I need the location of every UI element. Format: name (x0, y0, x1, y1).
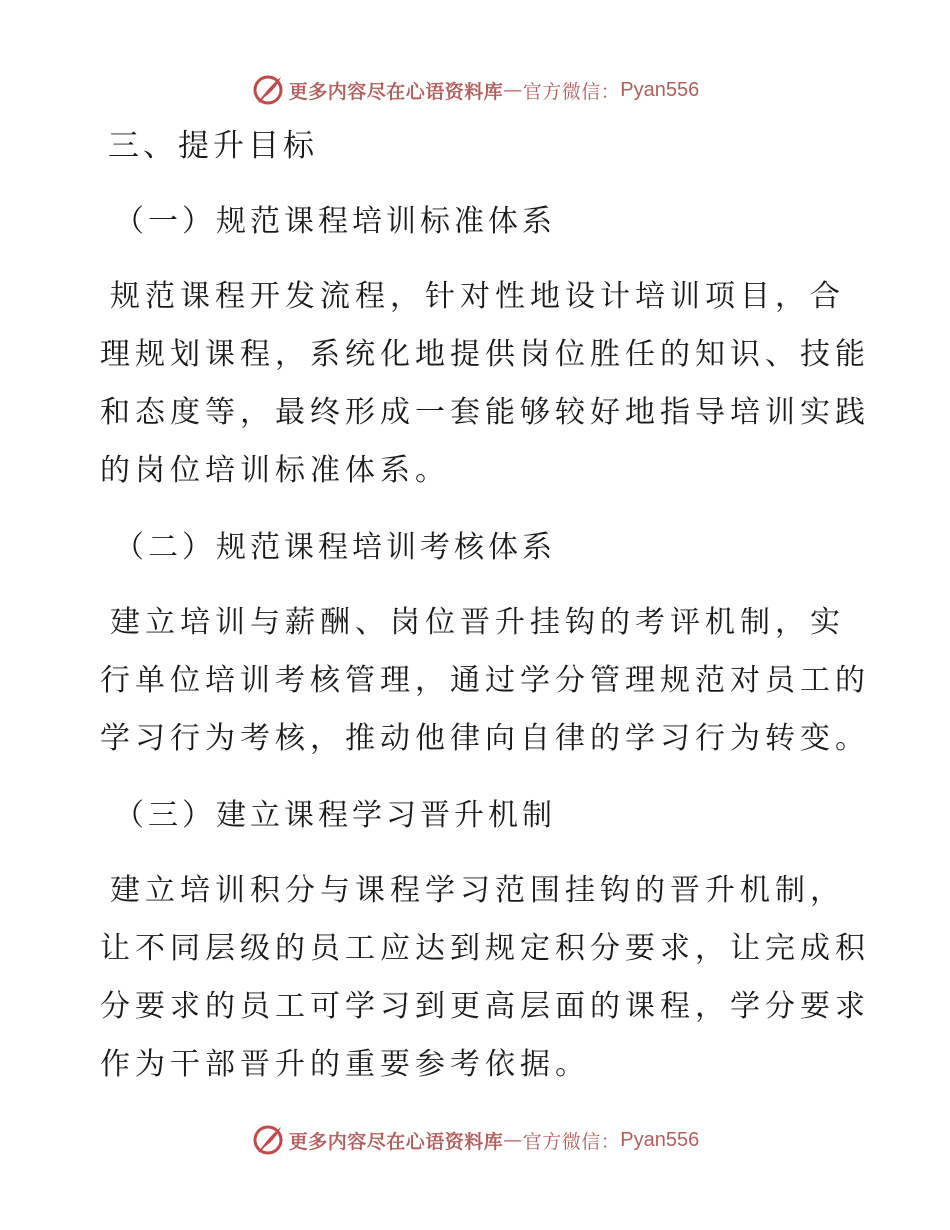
paragraph-line: 理规划课程，系统化地提供岗位胜任的知识、技能 (100, 337, 870, 372)
quill-logo-icon (251, 73, 285, 107)
subsection-heading-2: （二）规范课程培训考核体系 (114, 530, 556, 565)
paragraph-3 (100, 862, 870, 1094)
paragraph-line: 建立培训积分与课程学习范围挂钩的晋升机制， (110, 873, 845, 908)
paragraph-1 (100, 268, 870, 500)
subsection-heading-1: （一）规范课程培训标准体系 (114, 204, 556, 239)
banner-wechat-label: 官方微信： (522, 1130, 621, 1153)
document-body (100, 118, 870, 1094)
footer-banner (0, 1120, 950, 1160)
paragraph-line: 的岗位培训标准体系。 (100, 453, 450, 488)
paragraph-line: 和态度等，最终形成一套能够较好地指导培训实践 (100, 395, 870, 430)
paragraph-line: 分要求的员工可学习到更高层面的课程，学分要求 (100, 989, 870, 1024)
banner-wechat-id: Pyan556 (620, 1128, 700, 1151)
paragraph-line: 学习行为考核，推动他律向自律的学习行为转变。 (100, 721, 870, 756)
banner-separator: — (503, 1129, 523, 1151)
banner-brand-text: 更多内容尽在心语资料库 (288, 80, 504, 103)
banner-separator: — (503, 79, 523, 101)
banner-wechat-label: 官方微信： (522, 80, 621, 103)
paragraph-line: 规范课程开发流程，针对性地设计培训项目，合 (110, 279, 845, 314)
paragraph-line: 行单位培训考核管理，通过学分管理规范对员工的 (100, 663, 870, 698)
subsection-heading-3: （三）建立课程学习晋升机制 (114, 798, 556, 833)
paragraph-line: 让不同层级的员工应达到规定积分要求，让完成积 (100, 931, 870, 966)
quill-logo-icon (251, 1123, 285, 1157)
paragraph-2 (100, 594, 870, 768)
paragraph-line: 建立培训与薪酬、岗位晋升挂钩的考评机制，实 (110, 605, 845, 640)
paragraph-line: 作为干部晋升的重要参考依据。 (100, 1047, 590, 1082)
section-title: 三、提升目标 (108, 128, 318, 164)
banner-brand-text: 更多内容尽在心语资料库 (288, 1130, 504, 1153)
header-banner (0, 70, 950, 110)
banner-wechat-id: Pyan556 (620, 78, 700, 101)
